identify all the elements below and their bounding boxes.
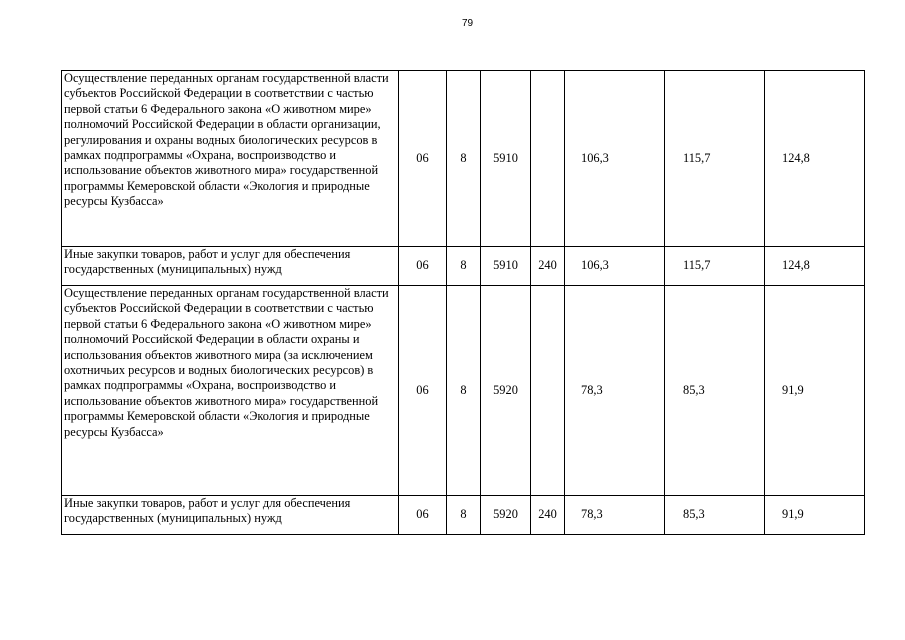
section-code: 06 xyxy=(399,286,447,496)
amount-year-2: 85,3 xyxy=(665,286,765,496)
amount-year-1: 106,3 xyxy=(565,71,665,247)
budget-table xyxy=(61,70,865,535)
table-row xyxy=(62,71,865,247)
table-row xyxy=(62,247,865,286)
subprogram-code: 8 xyxy=(447,247,481,286)
amount-year-1: 78,3 xyxy=(565,286,665,496)
target-code: 5920 xyxy=(481,286,531,496)
amount-year-3: 91,9 xyxy=(765,286,865,496)
amount-year-2: 115,7 xyxy=(665,247,765,286)
expense-type-code: 240 xyxy=(531,496,565,535)
target-code: 5910 xyxy=(481,247,531,286)
page-number: 79 xyxy=(461,18,474,29)
expense-type-code: 240 xyxy=(531,247,565,286)
table-row xyxy=(62,286,865,496)
expense-type-code xyxy=(531,286,565,496)
row-description: Осуществление переданных органам государственной власти субъектов Российской Федерации в соответствии с частью первой статьи 6 Федерального закона «О животном мире» полномочий Российской Федерации в области охраны и использования объектов животного мира (за исключением охотничьих ресурсов и водных биологических ресурсов) в рамках подпрограммы «Охрана, воспроизводство и использование объектов животного мира» государственной программы Кемеровской области «Экология и природные ресурсы Кузбасса» xyxy=(62,286,399,496)
section-code: 06 xyxy=(399,496,447,535)
subprogram-code: 8 xyxy=(447,71,481,247)
amount-year-1: 78,3 xyxy=(565,496,665,535)
amount-year-3: 124,8 xyxy=(765,71,865,247)
expense-type-code xyxy=(531,71,565,247)
section-code: 06 xyxy=(399,247,447,286)
subprogram-code: 8 xyxy=(447,286,481,496)
amount-year-3: 91,9 xyxy=(765,496,865,535)
target-code: 5910 xyxy=(481,71,531,247)
section-code: 06 xyxy=(399,71,447,247)
amount-year-2: 85,3 xyxy=(665,496,765,535)
table-row xyxy=(62,496,865,535)
amount-year-1: 106,3 xyxy=(565,247,665,286)
amount-year-3: 124,8 xyxy=(765,247,865,286)
subprogram-code: 8 xyxy=(447,496,481,535)
row-description: Иные закупки товаров, работ и услуг для обеспечения государственных (муниципальных) нужд xyxy=(62,247,399,286)
target-code: 5920 xyxy=(481,496,531,535)
row-description: Иные закупки товаров, работ и услуг для обеспечения государственных (муниципальных) нужд xyxy=(62,496,399,535)
amount-year-2: 115,7 xyxy=(665,71,765,247)
row-description: Осуществление переданных органам государственной власти субъектов Российской Федерации в соответствии с частью первой статьи 6 Федерального закона «О животном мире» полномочий Российской Федерации в области организации, регулирования и охраны водных биологических ресурсов в рамках подпрограммы «Охрана, воспроизводство и использование объектов животного мира» государственной программы Кемеровской области «Экология и природные ресурсы Кузбасса» xyxy=(62,71,399,247)
